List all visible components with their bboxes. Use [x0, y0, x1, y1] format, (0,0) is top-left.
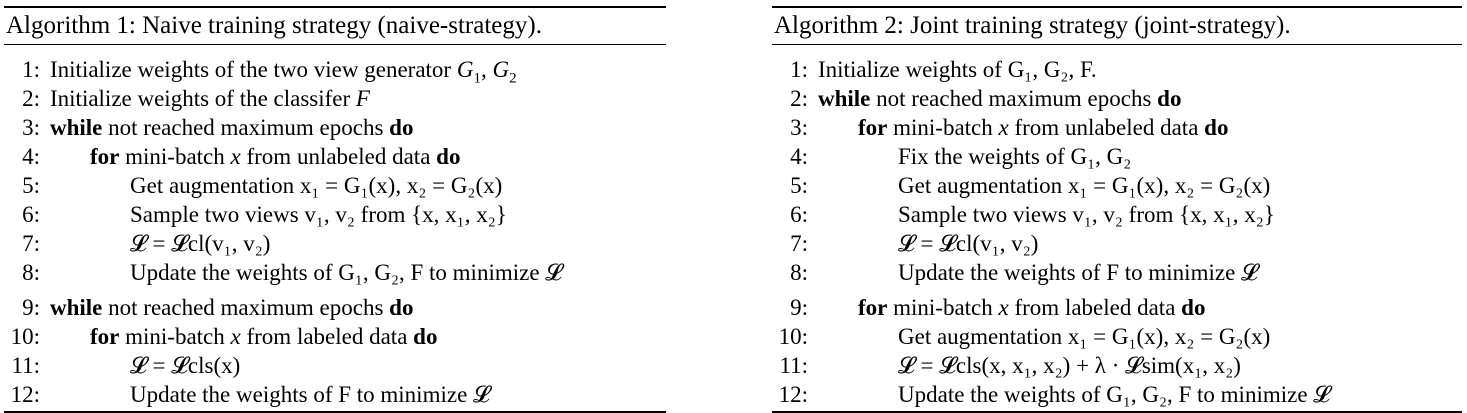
line-number: 6:	[790, 202, 808, 227]
line-number: 11:	[11, 353, 40, 378]
algorithm-line	[772, 258, 1462, 287]
line-text: Update the weights of G₁, G₂, F to minimize 𝓛	[898, 382, 1331, 407]
line-number: 4:	[790, 144, 808, 169]
line-text: 𝓛 = 𝓛cl(v₁, v₂)	[130, 231, 271, 256]
algorithm-line	[4, 380, 666, 409]
line-text: while not reached maximum epochs do	[50, 115, 414, 140]
line-text: Update the weights of F to minimize 𝓛	[130, 382, 490, 407]
algorithm-line	[772, 171, 1462, 200]
line-number: 2:	[22, 86, 40, 111]
algorithm-line	[772, 229, 1462, 258]
algorithm-line	[4, 142, 666, 171]
line-text: Initialize weights of the two view generator $G_1$, $G_2$	[50, 57, 517, 87]
line-text: 𝓛 = 𝓛cl(v₁, v₂)	[898, 231, 1039, 256]
algorithm-line	[4, 322, 666, 351]
line-text: 𝓛 = 𝓛cls(x)	[130, 353, 241, 378]
algorithm-line	[4, 84, 666, 113]
line-number: 12:	[10, 382, 40, 407]
algorithm-caption: Algorithm 2: Joint training strategy (joint-strategy).	[774, 12, 1291, 39]
line-text: for mini-batch x from unlabeled data do	[90, 144, 461, 169]
line-number: 6:	[22, 202, 40, 227]
algorithm-line	[4, 293, 666, 322]
algorithm-lines	[4, 45, 666, 409]
algorithm-line	[4, 55, 666, 87]
line-number: 9:	[790, 295, 808, 320]
line-text: while not reached maximum epochs do	[818, 86, 1182, 111]
algorithm-line	[772, 142, 1462, 171]
line-number: 12:	[778, 382, 808, 407]
line-text: Update the weights of G₁, G₂, F to minimize 𝓛	[130, 260, 563, 285]
line-text: while not reached maximum epochs do	[50, 295, 414, 320]
algorithm-line	[772, 293, 1462, 322]
line-number: 8:	[790, 260, 808, 285]
line-number: 3:	[22, 115, 40, 140]
line-text: Update the weights of F to minimize 𝓛	[898, 260, 1258, 285]
algorithm-line	[772, 55, 1462, 84]
algorithm-line	[4, 229, 666, 258]
algorithm-2	[772, 6, 1462, 413]
line-number: 9:	[22, 295, 40, 320]
line-text: Initialize weights of G₁, G₂, F.	[818, 57, 1097, 82]
algorithm-line	[772, 200, 1462, 229]
algorithm-line	[772, 84, 1462, 113]
line-number: 10:	[778, 324, 808, 349]
line-text: Get augmentation x₁ = G₁(x), x₂ = G₂(x)	[130, 173, 503, 198]
line-number: 5:	[790, 173, 808, 198]
line-text: for mini-batch x from unlabeled data do	[858, 115, 1229, 140]
line-text: Initialize weights of the classifer F	[50, 86, 370, 111]
line-number: 7:	[790, 231, 808, 256]
line-text: 𝓛 = 𝓛cls(x, x₁, x₂) + λ · 𝓛sim(x₁, x₂)	[898, 353, 1241, 378]
algorithm-line	[4, 351, 666, 380]
line-number: 2:	[790, 86, 808, 111]
line-text: Sample two views v₁, v₂ from {x, x₁, x₂}	[898, 202, 1275, 227]
algorithm-line	[4, 258, 666, 287]
algorithm-line	[4, 171, 666, 200]
line-text: for mini-batch x from labeled data do	[858, 295, 1206, 320]
algorithm-line	[772, 113, 1462, 142]
algorithm-line	[772, 380, 1462, 409]
algorithm-1	[4, 6, 666, 413]
line-number: 7:	[22, 231, 40, 256]
line-number: 8:	[22, 260, 40, 285]
algorithm-line	[772, 351, 1462, 380]
line-number: 11:	[779, 353, 808, 378]
line-number: 1:	[22, 57, 40, 82]
line-text: Get augmentation x₁ = G₁(x), x₂ = G₂(x)	[898, 324, 1271, 349]
line-number: 4:	[22, 144, 40, 169]
line-number: 1:	[790, 57, 808, 82]
line-number: 10:	[10, 324, 40, 349]
line-text: Sample two views v₁, v₂ from {x, x₁, x₂}	[130, 202, 507, 227]
algorithm-line	[4, 113, 666, 142]
line-number: 3:	[790, 115, 808, 140]
algorithm-line	[772, 322, 1462, 351]
algorithm-line	[4, 200, 666, 229]
algorithm-caption: Algorithm 1: Naive training strategy (naive-strategy).	[6, 12, 542, 39]
algorithm-lines	[772, 45, 1462, 409]
line-text: for mini-batch x from labeled data do	[90, 324, 438, 349]
line-text: Fix the weights of G₁, G₂	[898, 144, 1132, 169]
line-number: 5:	[22, 173, 40, 198]
line-text: Get augmentation x₁ = G₁(x), x₂ = G₂(x)	[898, 173, 1271, 198]
